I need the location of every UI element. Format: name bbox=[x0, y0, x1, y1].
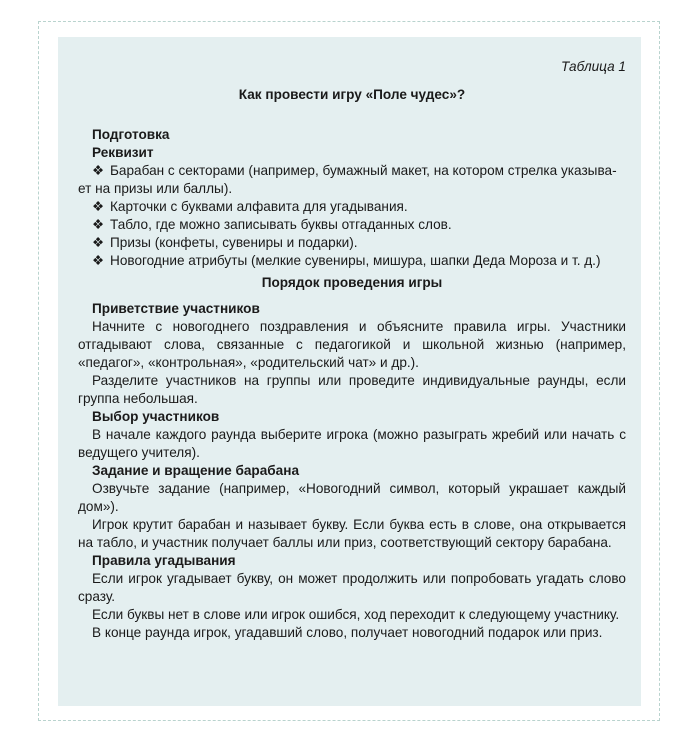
table-label: Таблица 1 bbox=[561, 59, 626, 74]
rules-paragraph-2: Если буквы нет в слове или игрок ошибся, ход переходит к следующему участнику. bbox=[92, 607, 620, 622]
bullet-icon: ❖ bbox=[92, 235, 105, 250]
props-item-text: Барабан с секторами (например, бумажный макет, на котором стрелка указыва- bbox=[110, 163, 617, 178]
greet-heading: Приветствие участников bbox=[92, 301, 260, 316]
props-item bbox=[78, 198, 626, 216]
props-item bbox=[78, 216, 626, 234]
prep-heading: Подготовка bbox=[92, 127, 170, 142]
greet-paragraph-2: Разделите участников на группы или проведите индивидуальные раунды, если группа небольшая. bbox=[78, 373, 626, 406]
greet-paragraph-1: Начните с новогоднего поздравления и объясните правила игры. Участники отгадывают слова, связанные с педагогикой и школьной жизнью (например, «педагог», «контрольная», «родительский чат» и др.). bbox=[78, 319, 626, 370]
task-paragraph-1: Озвучьте задание (например, «Новогодний символ, который украшает каждый дом»). bbox=[78, 481, 626, 514]
bullet-icon: ❖ bbox=[92, 217, 105, 232]
task-heading: Задание и вращение барабана bbox=[92, 463, 300, 478]
choice-paragraph-1: В начале каждого раунда выберите игрока (можно разыграть жребий или начать с ведущего учителя). bbox=[78, 427, 626, 460]
table-title: Как провести игру «Поле чудес»? bbox=[238, 87, 466, 102]
bullet-icon: ❖ bbox=[92, 199, 105, 214]
props-item-text: Призы (конфеты, сувениры и подарки). bbox=[110, 235, 358, 250]
props-item bbox=[78, 162, 626, 180]
props-item-text: Табло, где можно записывать буквы отгаданных слов. bbox=[110, 217, 452, 232]
choice-heading: Выбор участников bbox=[92, 409, 220, 424]
props-heading: Реквизит bbox=[92, 145, 154, 160]
rules-paragraph-1: Если игрок угадывает букву, он может продолжить или попробовать угадать слово сразу. bbox=[78, 571, 626, 604]
props-item-text: Карточки с буквами алфавита для угадывания. bbox=[110, 199, 408, 214]
bullet-icon: ❖ bbox=[92, 253, 105, 268]
props-item-text: Новогодние атрибуты (мелкие сувениры, мишура, шапки Деда Мороза и т. д.) bbox=[110, 253, 601, 268]
task-paragraph-2: Игрок крутит барабан и называет букву. Если буква есть в слове, она открывается на табло, и участник получает баллы или приз, соответствующий сектору барабана. bbox=[78, 517, 626, 550]
props-item-continuation: ет на призы или баллы). bbox=[78, 181, 233, 196]
rules-paragraph-3: В конце раунда игрок, угадавший слово, получает новогодний подарок или приз. bbox=[92, 625, 603, 640]
rules-heading: Правила угадывания bbox=[92, 553, 236, 568]
props-item bbox=[78, 252, 626, 270]
props-item bbox=[78, 234, 626, 252]
bullet-icon: ❖ bbox=[92, 163, 105, 178]
table-content bbox=[78, 58, 626, 642]
order-heading: Порядок проведения игры bbox=[261, 275, 443, 290]
